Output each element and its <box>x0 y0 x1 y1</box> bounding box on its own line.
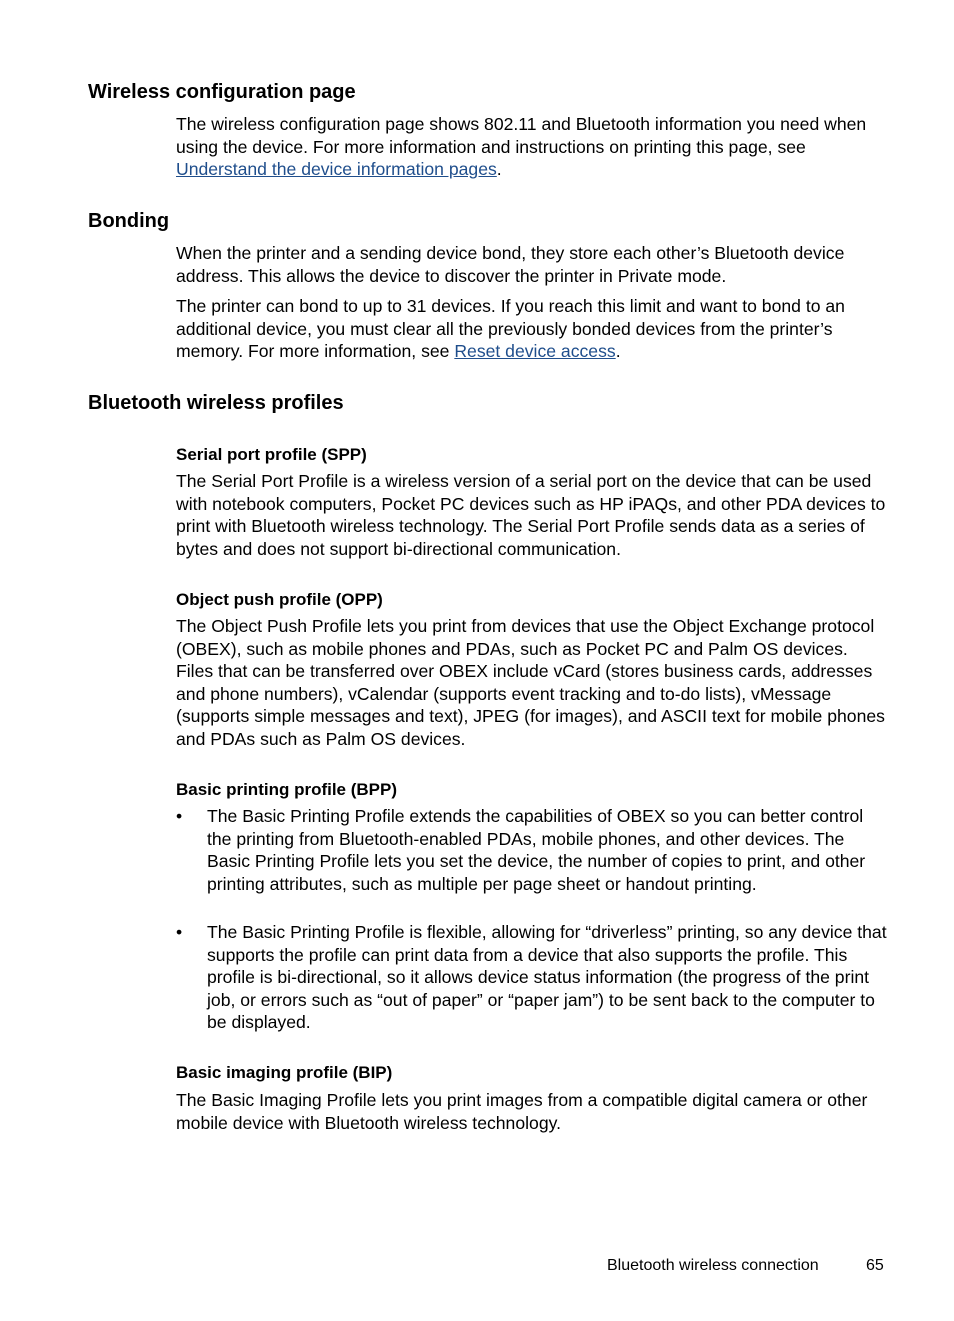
heading-basic-printing-profile: Basic printing profile (BPP) <box>176 780 398 799</box>
link-reset-device-access[interactable]: Reset device access <box>454 341 616 361</box>
paragraph-end: . <box>615 341 621 361</box>
paragraph-text: The wireless configuration page shows 802.11 and Bluetooth information you need when using the device. For more information and instructions on printing this page, see <box>176 114 867 157</box>
paragraph-serial-port-profile: The Serial Port Profile is a wireless version of a serial port on the device that can be used with notebook computers, Pocket PC devices such as HP iPAQs, and other PDA devices to print with Bluetooth wireless technology. The Serial Port Profile sends data as a series of bytes and does not support bi-directional communication. <box>176 471 886 559</box>
paragraph-basic-imaging-profile: The Basic Imaging Profile lets you print images from a compatible digital camera or other mobile device with Bluetooth wireless technology. <box>176 1090 868 1133</box>
heading-object-push-profile: Object push profile (OPP) <box>176 590 383 609</box>
heading-basic-imaging-profile: Basic imaging profile (BIP) <box>176 1063 393 1082</box>
heading-bluetooth-wireless-profiles: Bluetooth wireless profiles <box>88 392 344 414</box>
bullet-text: The Basic Printing Profile extends the capabilities of OBEX so you can better control the printing from Bluetooth-enabled PDAs, mobile phones, and other devices. The Basic Printing Profile lets you set the device, the number of copies to print, and other printing attributes, such as multiple per page sheet or handout printing. <box>207 806 866 894</box>
bullet-mark: • <box>176 806 183 826</box>
paragraph-end: . <box>496 159 502 179</box>
heading-bonding: Bonding <box>88 210 170 232</box>
paragraph-wireless-configuration <box>176 113 886 181</box>
bullet-mark: • <box>176 922 183 942</box>
footer-page-number: 65 <box>866 1257 884 1274</box>
heading-wireless-configuration-page: Wireless configuration page <box>88 81 356 103</box>
paragraph-object-push-profile: The Object Push Profile lets you print from devices that use the Object Exchange protocol (OBEX), such as mobile phones and PDAs, such as Pocket PC and Palm OS devices. Files that can be transferred over OBEX include vCard (stores business cards, addresses and phone numbers), vCalendar (supports event tracking and to-do lists), vMessage (supports simple messages and text), JPEG (for images), and ASCII text for mobile phones and PDAs such as Palm OS devices. <box>176 616 885 749</box>
link-understand-device-information-pages[interactable]: Understand the device information pages <box>176 159 497 179</box>
bullet-text: The Basic Printing Profile is flexible, allowing for “driverless” printing, so any device that supports the profile can print data from a device that also supports the profile. This profile is bi-directional, so it allows device status information (the progress of the print job, or errors such as “out of paper” or “paper jam”) to be sent back to the computer to be displayed. <box>207 922 887 1032</box>
paragraph-text: The printer can bond to up to 31 devices. If you reach this limit and want to bond to an additional device, you must clear all the previously bonded devices from the printer’s memory. For more information, see <box>176 296 845 361</box>
heading-serial-port-profile: Serial port profile (SPP) <box>176 445 367 464</box>
footer-section-title: Bluetooth wireless connection <box>607 1257 819 1274</box>
paragraph-bonding-1: When the printer and a sending device bond, they store each other’s Bluetooth device address. This allows the device to discover the printer in Private mode. <box>176 243 845 286</box>
paragraph-bonding-2 <box>176 295 886 363</box>
